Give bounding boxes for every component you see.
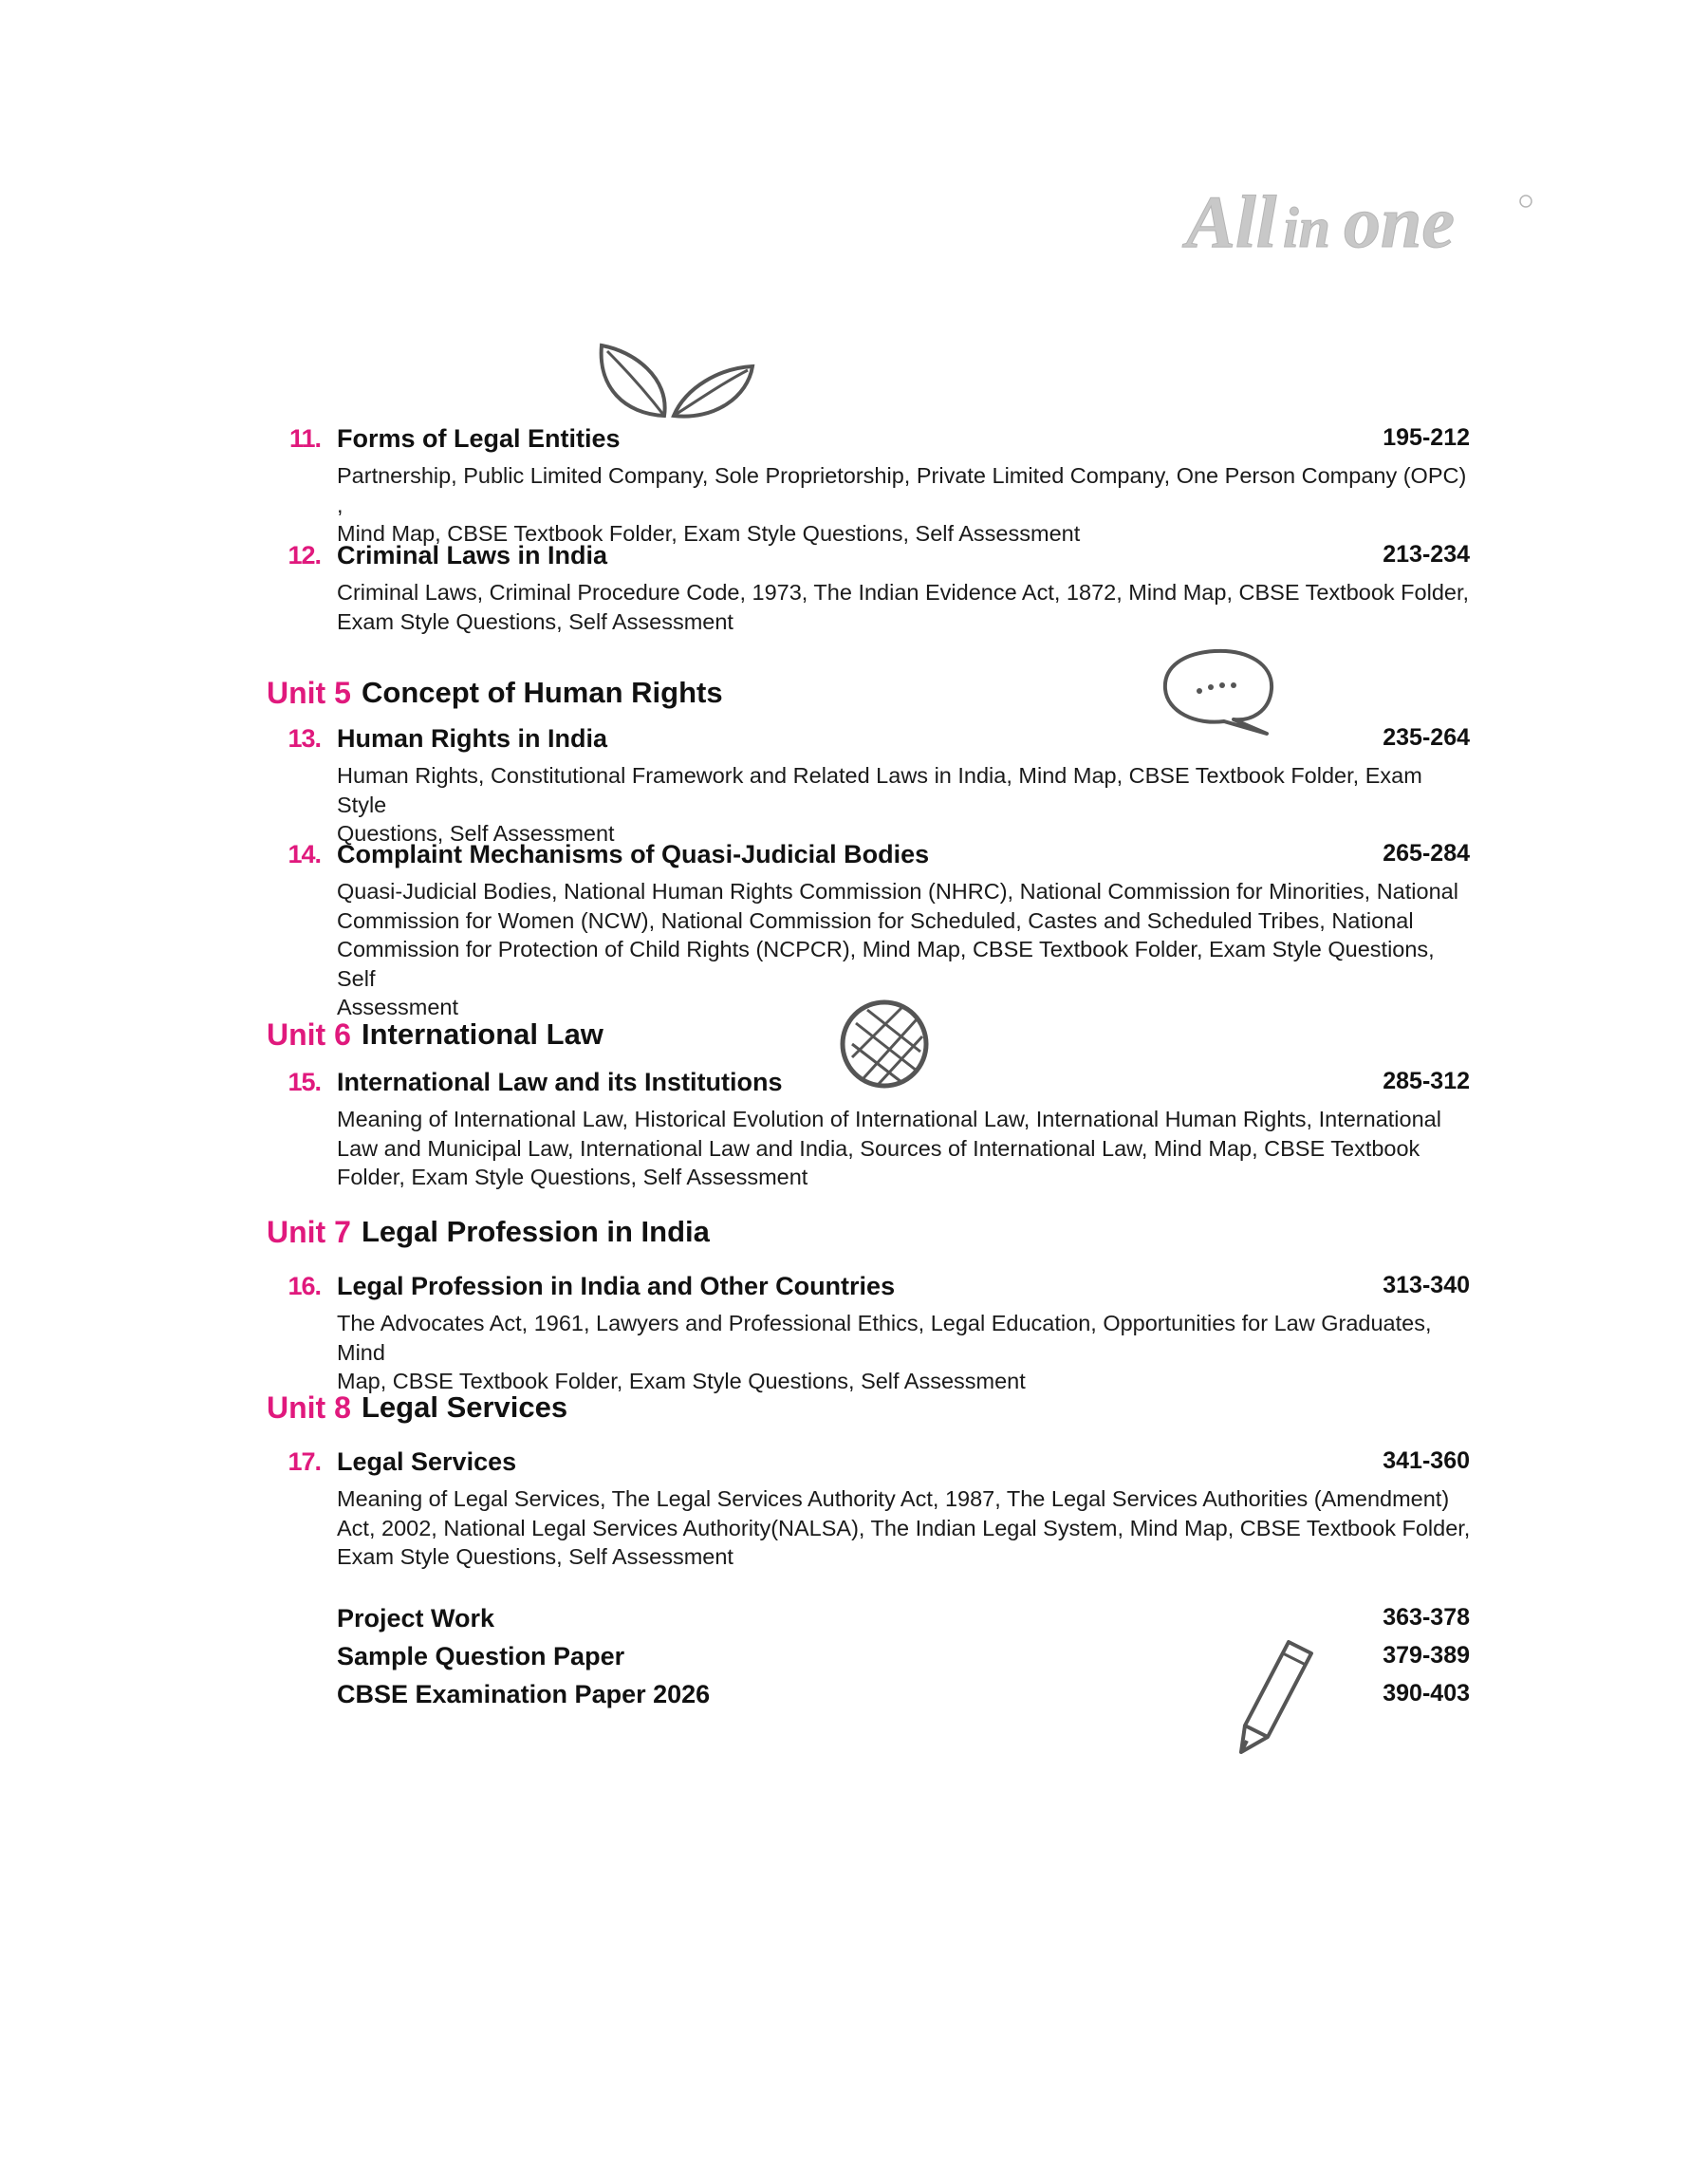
page-range: 195-212 xyxy=(1383,424,1470,451)
chapter-title: Criminal Laws in India xyxy=(337,541,608,569)
pencil-icon xyxy=(1234,1634,1319,1758)
page-range: 235-264 xyxy=(1383,724,1470,751)
unit-title: Legal Profession in India xyxy=(362,1215,710,1248)
page-range: 363-378 xyxy=(1383,1604,1470,1631)
unit-title: International Law xyxy=(362,1017,603,1051)
description-line: Law and Municipal Law, International Law and India, Sources of International Law, Mind Map, CBSE Textbook xyxy=(337,1135,1420,1161)
description-line: Criminal Laws, Criminal Procedure Code, 1973, The Indian Evidence Act, 1872, Mind Map, CBSE Textbook Folder, xyxy=(337,580,1470,605)
chapter-number: 14. xyxy=(288,840,321,868)
description-line: Human Rights, Constitutional Framework and Related Laws in India, Mind Map, CBSE Textbook Folder, Exam Style xyxy=(337,763,1422,817)
svg-text:in: in xyxy=(1283,196,1331,259)
description-line: Folder, Exam Style Questions, Self Assessment xyxy=(337,1165,808,1189)
page-range: 341-360 xyxy=(1383,1447,1470,1474)
chapter-title: Forms of Legal Entities xyxy=(337,424,621,453)
chapter-title: Complaint Mechanisms of Quasi-Judicial Bodies xyxy=(337,840,930,868)
extra-title: Sample Question Paper xyxy=(337,1642,625,1670)
extra-title: Project Work xyxy=(337,1604,495,1633)
chapter-title: Legal Services xyxy=(337,1447,517,1476)
description-line: Commission for Protection of Child Rights (NCPCR), Mind Map, CBSE Textbook Folder, Exam Style Questions, Self xyxy=(337,937,1435,991)
page-range: 285-312 xyxy=(1383,1068,1470,1094)
description-line: Meaning of International Law, Historical Evolution of International Law, International Human Rights, International xyxy=(337,1107,1441,1131)
unit-label: Unit 6 xyxy=(267,1017,351,1052)
unit-title: Legal Services xyxy=(362,1390,568,1424)
chapter-description xyxy=(337,1309,1476,1396)
description-line: The Advocates Act, 1961, Lawyers and Professional Ethics, Legal Education, Opportunities for Law Graduates, Mind xyxy=(337,1311,1432,1365)
chapter-number: 13. xyxy=(288,724,321,753)
chapter-description xyxy=(337,877,1476,1022)
description-line: Meaning of Legal Services, The Legal Services Authority Act, 1987, The Legal Services Authorities (Amendment) xyxy=(337,1486,1450,1511)
chapter-description xyxy=(337,578,1476,636)
chapter-title: International Law and its Institutions xyxy=(337,1068,783,1096)
page-range: 313-340 xyxy=(1383,1272,1470,1298)
description-line: Map, CBSE Textbook Folder, Exam Style Questions, Self Assessment xyxy=(337,1369,1026,1393)
chapter-title: Legal Profession in India and Other Countries xyxy=(337,1272,896,1300)
chapter-title: Human Rights in India xyxy=(337,724,608,753)
chapter-number: 15. xyxy=(288,1068,321,1096)
description-line: Exam Style Questions, Self Assessment xyxy=(337,1544,733,1569)
description-line: Mind Map, CBSE Textbook Folder, Exam Style Questions, Self Assessment xyxy=(337,521,1081,546)
description-line: Act, 2002, National Legal Services Authority(NALSA), The Indian Legal System, Mind Map, CBSE Textbook Folder, xyxy=(337,1515,1471,1540)
allinone-logo xyxy=(1177,180,1537,266)
page-range: 213-234 xyxy=(1383,541,1470,568)
chapter-number: 11. xyxy=(288,424,321,453)
page-range: 390-403 xyxy=(1383,1680,1470,1707)
extra-title: CBSE Examination Paper 2026 xyxy=(337,1680,711,1708)
chapter-description xyxy=(337,1484,1476,1572)
description-line: Commission for Women (NCW), National Commission for Scheduled, Castes and Scheduled Tribes, National xyxy=(337,907,1414,933)
unit-title: Concept of Human Rights xyxy=(362,676,723,709)
description-line: Quasi-Judicial Bodies, National Human Rights Commission (NHRC), National Commission for Minorities, National xyxy=(337,879,1458,904)
chapter-description xyxy=(337,1105,1476,1192)
unit-label: Unit 8 xyxy=(267,1390,351,1425)
description-line: Partnership, Public Limited Company, Sole Proprietorship, Private Limited Company, One Person Company (OPC) , xyxy=(337,463,1467,517)
unit-label: Unit 5 xyxy=(267,676,351,710)
chapter-description xyxy=(337,461,1476,549)
page-range: 379-389 xyxy=(1383,1642,1470,1669)
chapter-number: 17. xyxy=(288,1447,321,1476)
page-range: 265-284 xyxy=(1383,840,1470,867)
speech-bubble-icon xyxy=(1158,644,1281,738)
description-line: Questions, Self Assessment xyxy=(337,821,615,846)
svg-text:one: one xyxy=(1344,180,1455,263)
description-line: Exam Style Questions, Self Assessment xyxy=(337,608,733,634)
unit-label: Unit 7 xyxy=(267,1215,351,1249)
chapter-number: 12. xyxy=(288,541,321,569)
chapter-description xyxy=(337,761,1476,849)
chapter-number: 16. xyxy=(288,1272,321,1300)
leaf-icon xyxy=(596,340,757,420)
svg-text:All: All xyxy=(1186,180,1277,263)
description-line: Assessment xyxy=(337,995,458,1019)
